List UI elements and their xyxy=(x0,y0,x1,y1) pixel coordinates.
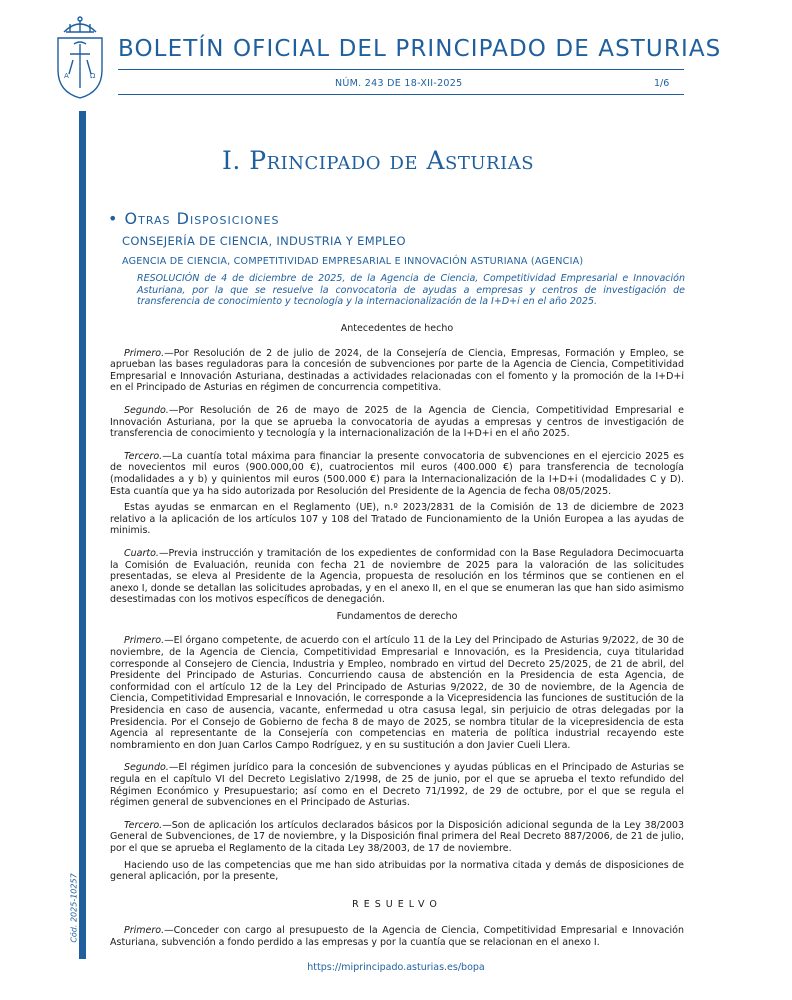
department-name: CONSEJERÍA DE CIENCIA, INDUSTRIA Y EMPLEO xyxy=(122,234,406,248)
paragraph-lead: Tercero. xyxy=(124,450,163,462)
section-title: I. Principado de Asturias xyxy=(222,146,535,175)
side-bar xyxy=(79,111,86,959)
agency-name: AGENCIA DE CIENCIA, COMPETITIVIDAD EMPRESARIAL E INNOVACIÓN ASTURIANA (AGENCIA) xyxy=(122,256,584,267)
svg-text:Ω: Ω xyxy=(90,72,96,80)
paragraph-text: —Por Resolución de 2 de julio de 2024, de la Consejería de Ciencia, Empresas, Formación y Empleo, se aprueban las bases reguladoras para la concesión de subvenciones por parte de la Agencia de Ciencia, Competitividad Empresarial e Innovación Asturiana, destinadas a actividades relacionadas con el fomento y la promoción de la I+D+i en el Principado de Asturias en régimen de concurrencia competitiva. xyxy=(110,347,684,394)
paragraph xyxy=(110,820,684,855)
issue-number: NÚM. 243 DE 18-XII-2025 xyxy=(335,78,463,89)
paragraph-lead: Primero. xyxy=(124,925,165,937)
document-body xyxy=(110,323,684,960)
paragraph: Estas ayudas se enmarcan en el Reglamento (UE), n.º 2023/2831 de la Comisión de 13 de diciembre de 2023 relativo a la aplicación de los artículos 107 y 108 del Tratado de Funcionamiento de la Unión Europea a las ayudas de minimis. xyxy=(110,502,684,537)
paragraph xyxy=(110,405,684,440)
paragraph-lead: Primero. xyxy=(124,635,165,647)
paragraph-lead: Segundo. xyxy=(124,404,169,416)
footer-link[interactable]: https://miprincipado.asturias.es/bopa xyxy=(307,962,485,973)
fundamentos-heading: Fundamentos de derecho xyxy=(336,610,458,622)
svg-text:A: A xyxy=(64,72,69,80)
paragraph-lead: Primero. xyxy=(124,347,165,359)
header-bottom-divider xyxy=(118,94,684,95)
header-divider xyxy=(118,69,684,70)
paragraph-text: —El órgano competente, de acuerdo con el artículo 11 de la Ley del Principado de Asturias 9/2022, de 30 de noviembre, de la Agencia de Ciencia, Competitividad Empresarial e Innovación, es la Presidencia, cuya titularidad corresponde al Consejero de Ciencia, Industria y Empleo, nombrado en virtud del Decreto 25/2025, de 21 de abril, del Presidente del Principado de Asturias. Concurriendo causa de abstención en la Presidencia de esta Agencia, de conformidad con el artículo 12 de la Ley del Principado de Asturias 9/2022, de 30 de noviembre, de la Agencia de Ciencia, Competitividad Empresarial e Innovación, le corresponde a la Vicepresidencia las funciones de sustitución de la Presidencia en caso de ausencia, vacante, enfermedad u otra casusa legal, sin perjuicio de otras delegadas por la Presidencia. Por el Consejo de Gobierno de fecha 8 de mayo de 2025, se nombra titular de la vicepresidencia de esta Agencia al representante de la Consejería con competencias en materia de política industrial recayendo este nombramiento en don Juan Carlos Campo Rodríguez, y en su sustitución a don Javier Cueli Llera. xyxy=(110,635,684,751)
paragraph-lead: Segundo. xyxy=(124,762,169,774)
antecedentes-heading: Antecedentes de hecho xyxy=(340,323,454,334)
paragraph-text: —Por Resolución de 26 de mayo de 2025 de la Agencia de Ciencia, Competitividad Empresarial e Innovación Asturiana, por la que se aprueba la convocatoria de ayudas a empresas y centros de investigación de transferencia de conocimiento y tecnología y la internacionalización de la I+D+i en el año 2025. xyxy=(110,404,684,440)
paragraph xyxy=(110,348,684,394)
bulletin-title: BOLETÍN OFICIAL DEL PRINCIPADO DE ASTURIAS xyxy=(118,36,722,62)
document-code: Cód. 2025-10257 xyxy=(69,873,79,943)
paragraph xyxy=(110,635,684,751)
paragraph xyxy=(110,451,684,497)
page-number: 1/6 xyxy=(654,78,670,89)
resuelvo-heading: RESUELVO xyxy=(352,898,442,910)
subsection-title: • Otras Disposiciones xyxy=(108,209,280,228)
paragraph xyxy=(110,762,684,808)
paragraph-lead: Tercero. xyxy=(124,819,163,831)
paragraph-text: —Previa instrucción y tramitación de los expedientes de conformidad con la Base Reguladora Decimocuarta la Comisión de Evaluación, reunida con fecha 21 de noviembre de 2025 para la valoración de las solicitudes presentadas, se eleva al Presidente de la Agencia, propuesta de resolución en los términos que se contienen en el anexo I, donde se detallan las solicitudes aprobadas, y en el anexo II, en el que se enumeran las que han sido asimismo desestimadas con los motivos específicos de denegación. xyxy=(110,547,684,606)
paragraph-text: —Conceder con cargo al presupuesto de la Agencia de Ciencia, Competitividad Empresarial e Innovación Asturiana, subvención a fondo perdido a las empresas y por la cuantía que se relacionan en el anexo I. xyxy=(110,925,684,948)
paragraph xyxy=(110,548,684,606)
asturias-coat-of-arms-icon xyxy=(52,14,108,100)
paragraph-text: —Son de aplicación los artículos declarados básicos por la Disposición adicional segunda de la Ley 38/2003 General de Subvenciones, de 17 de noviembre, y la Disposición final primera del Real Decreto 887/2006, de 21 de julio, por el que se aprueba el Reglamento de la citada Ley 38/2003, de 17 de noviembre. xyxy=(110,819,684,854)
paragraph xyxy=(110,925,684,948)
paragraph: Haciendo uso de las competencias que me han sido atribuidas por la normativa citada y demás de disposiciones de general aplicación, por la presente, xyxy=(110,859,684,883)
paragraph-text: —El régimen jurídico para la concesión de subvenciones y ayudas públicas en el Principado de Asturias se regula en el capítulo VI del Decreto Legislativo 2/1998, de 25 de junio, por el que se aprueba el texto refundido del Régimen Económico y Presupuestario; así como en el Decreto 71/1992, de 29 de octubre, por el que se regula el régimen general de subvenciones en el Principado de Asturias. xyxy=(110,762,684,809)
resolution-title: RESOLUCIÓN de 4 de diciembre de 2025, de la Agencia de Ciencia, Competitividad Empresarial e Innovación Asturiana, por la que se resuelve la convocatoria de ayudas a empresas y centros de investigación de transferencia de conocimiento y tecnología y la internacionalización de la I+D+i en el año 2025. xyxy=(137,273,685,308)
paragraph-text: —La cuantía total máxima para financiar la presente convocatoria de subvenciones en el ejercicio 2025 es de novecientos mil euros (900.000,00 €), cuatrocientos mil euros (400.000 €) para transferencia de tecnología (modalidades a y b) y quinientos mil euros (500.000 €) para la Internacionalización de la I+D+i (modalidades C y D). Esta cuantía que ya ha sido autorizada por Resolución del Presidente de la Agencia de fecha 08/05/2025. xyxy=(110,450,684,497)
paragraph-lead: Cuarto. xyxy=(124,547,159,559)
